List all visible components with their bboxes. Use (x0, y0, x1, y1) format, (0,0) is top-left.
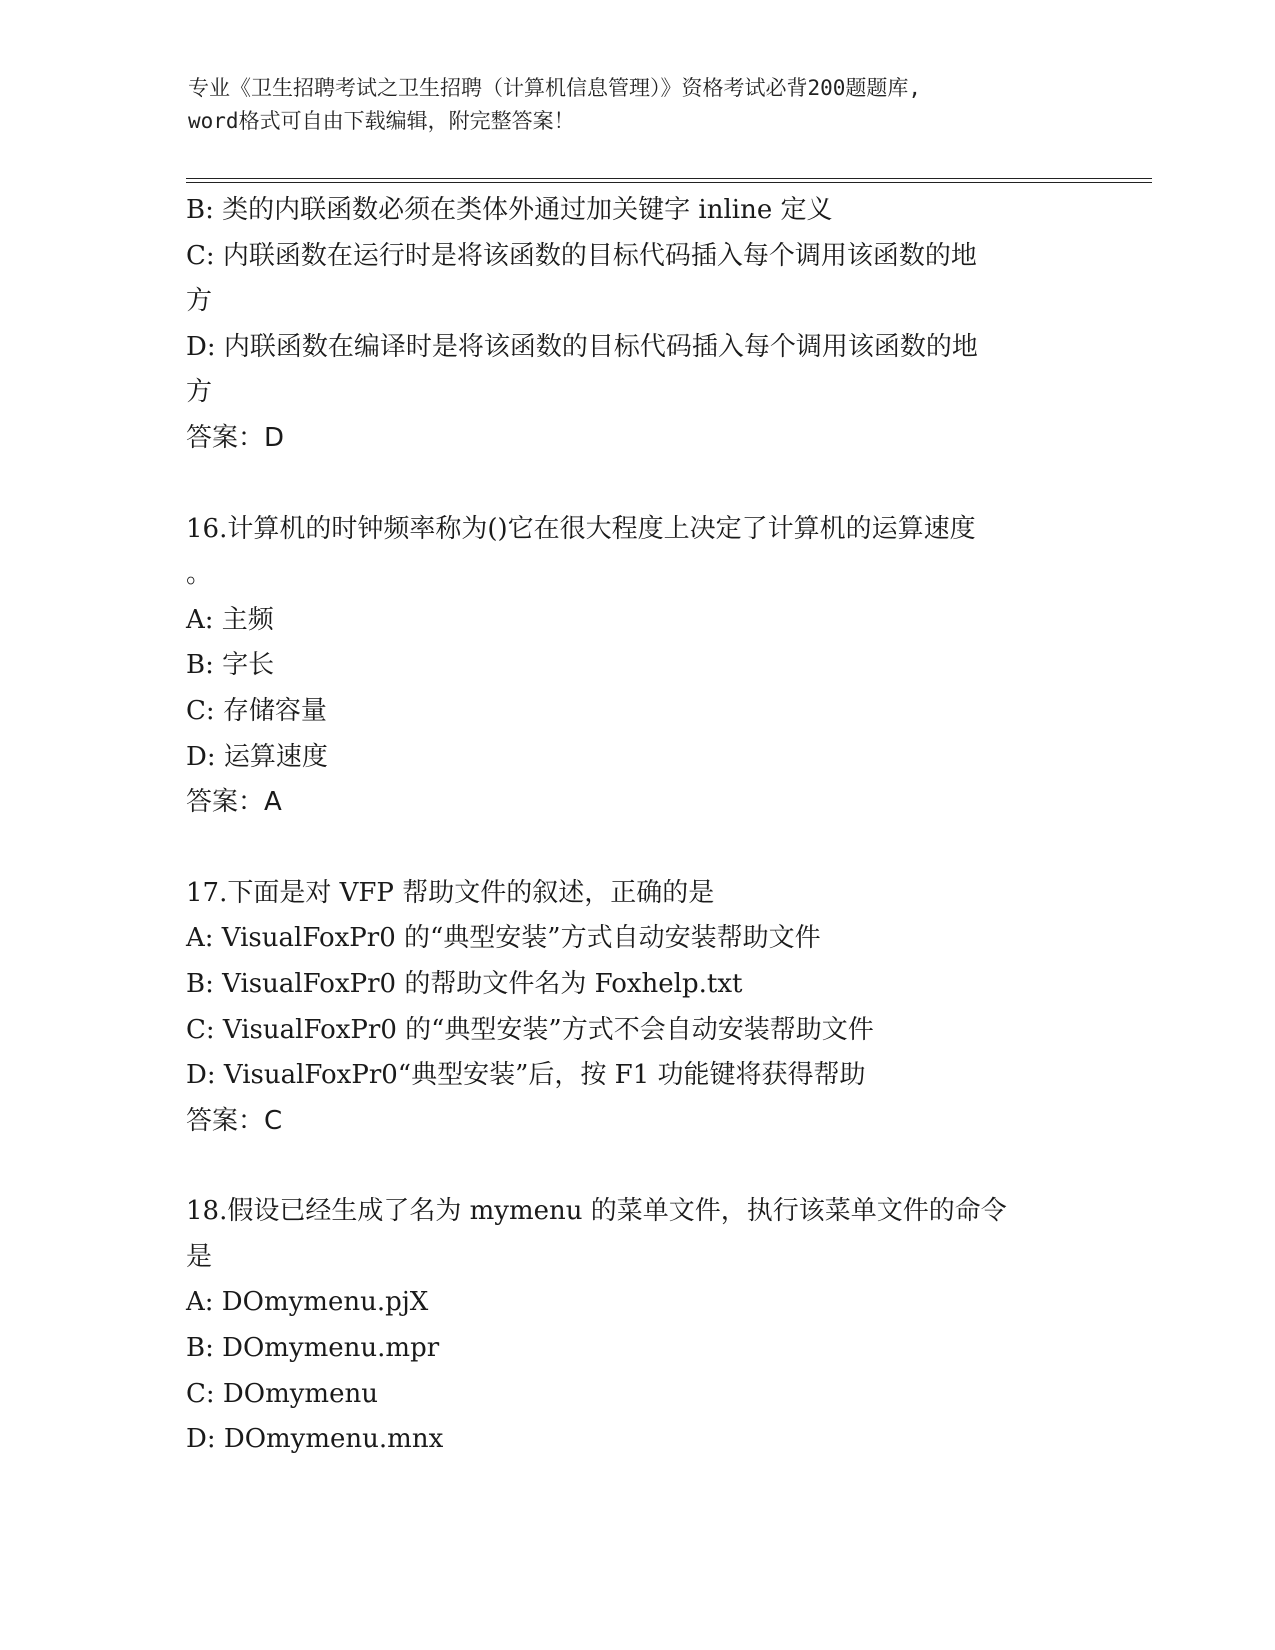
question-stem: 16.计算机的时钟频率称为()它在很大程度上决定了计算机的运算速度 (186, 513, 976, 544)
option-b: B: VisualFoxPr0 的帮助文件名为 Foxhelp.txt (186, 968, 743, 999)
answer: 答案：D (186, 422, 285, 453)
answer: 答案：A (186, 787, 282, 818)
question-stem-continued: 。 (186, 559, 213, 590)
question-stem: 18.假设已经生成了名为 mymenu 的菜单文件，执行该菜单文件的命令 (186, 1196, 1007, 1227)
option-b: B: DOmymenu.mpr (186, 1333, 440, 1364)
header-title-line-2: word格式可自由下载编辑，附完整答案！ (188, 109, 575, 133)
option-d-continued: 方 (186, 377, 213, 408)
header-divider-top (186, 178, 1152, 179)
option-c-continued: 方 (186, 286, 213, 317)
header-divider-bottom (186, 182, 1152, 183)
option-c: C: 存储容量 (186, 695, 327, 726)
option-a: A: VisualFoxPr0 的“典型安装”方式自动安装帮助文件 (186, 923, 821, 954)
question-17 (186, 871, 1086, 1145)
question-stem: 17.下面是对 VFP 帮助文件的叙述，正确的是 (186, 877, 715, 908)
option-d: D: 内联函数在编译时是将该函数的目标代码插入每个调用该函数的地 (186, 331, 978, 362)
question-spacer (186, 462, 1086, 507)
question-stem-continued: 是 (186, 1241, 213, 1272)
option-b: B: 字长 (186, 650, 275, 681)
question-16 (186, 507, 1086, 826)
option-b: B: 类的内联函数必须在类体外通过加关键字 inline 定义 (186, 195, 833, 225)
document-header (188, 72, 1088, 138)
question-content (186, 188, 1086, 1463)
option-c: C: DOmymenu (186, 1378, 378, 1409)
option-a: A: 主频 (186, 604, 274, 635)
question-spacer (186, 826, 1086, 871)
answer: 答案：C (186, 1105, 283, 1136)
header-title-line-1: 专业《卫生招聘考试之卫生招聘（计算机信息管理）》资格考试必背200题题库, (188, 76, 922, 100)
question-15-continued (186, 188, 1086, 462)
option-a: A: DOmymenu.pjX (186, 1287, 429, 1318)
question-spacer (186, 1144, 1086, 1189)
option-d: D: VisualFoxPr0“典型安装”后，按 F1 功能键将获得帮助 (186, 1060, 866, 1091)
option-c: C: VisualFoxPr0 的“典型安装”方式不会自动安装帮助文件 (186, 1014, 874, 1045)
option-d: D: 运算速度 (186, 741, 328, 772)
question-18 (186, 1189, 1086, 1463)
option-c: C: 内联函数在运行时是将该函数的目标代码插入每个调用该函数的地 (186, 240, 977, 271)
option-d: D: DOmymenu.mnx (186, 1424, 444, 1455)
